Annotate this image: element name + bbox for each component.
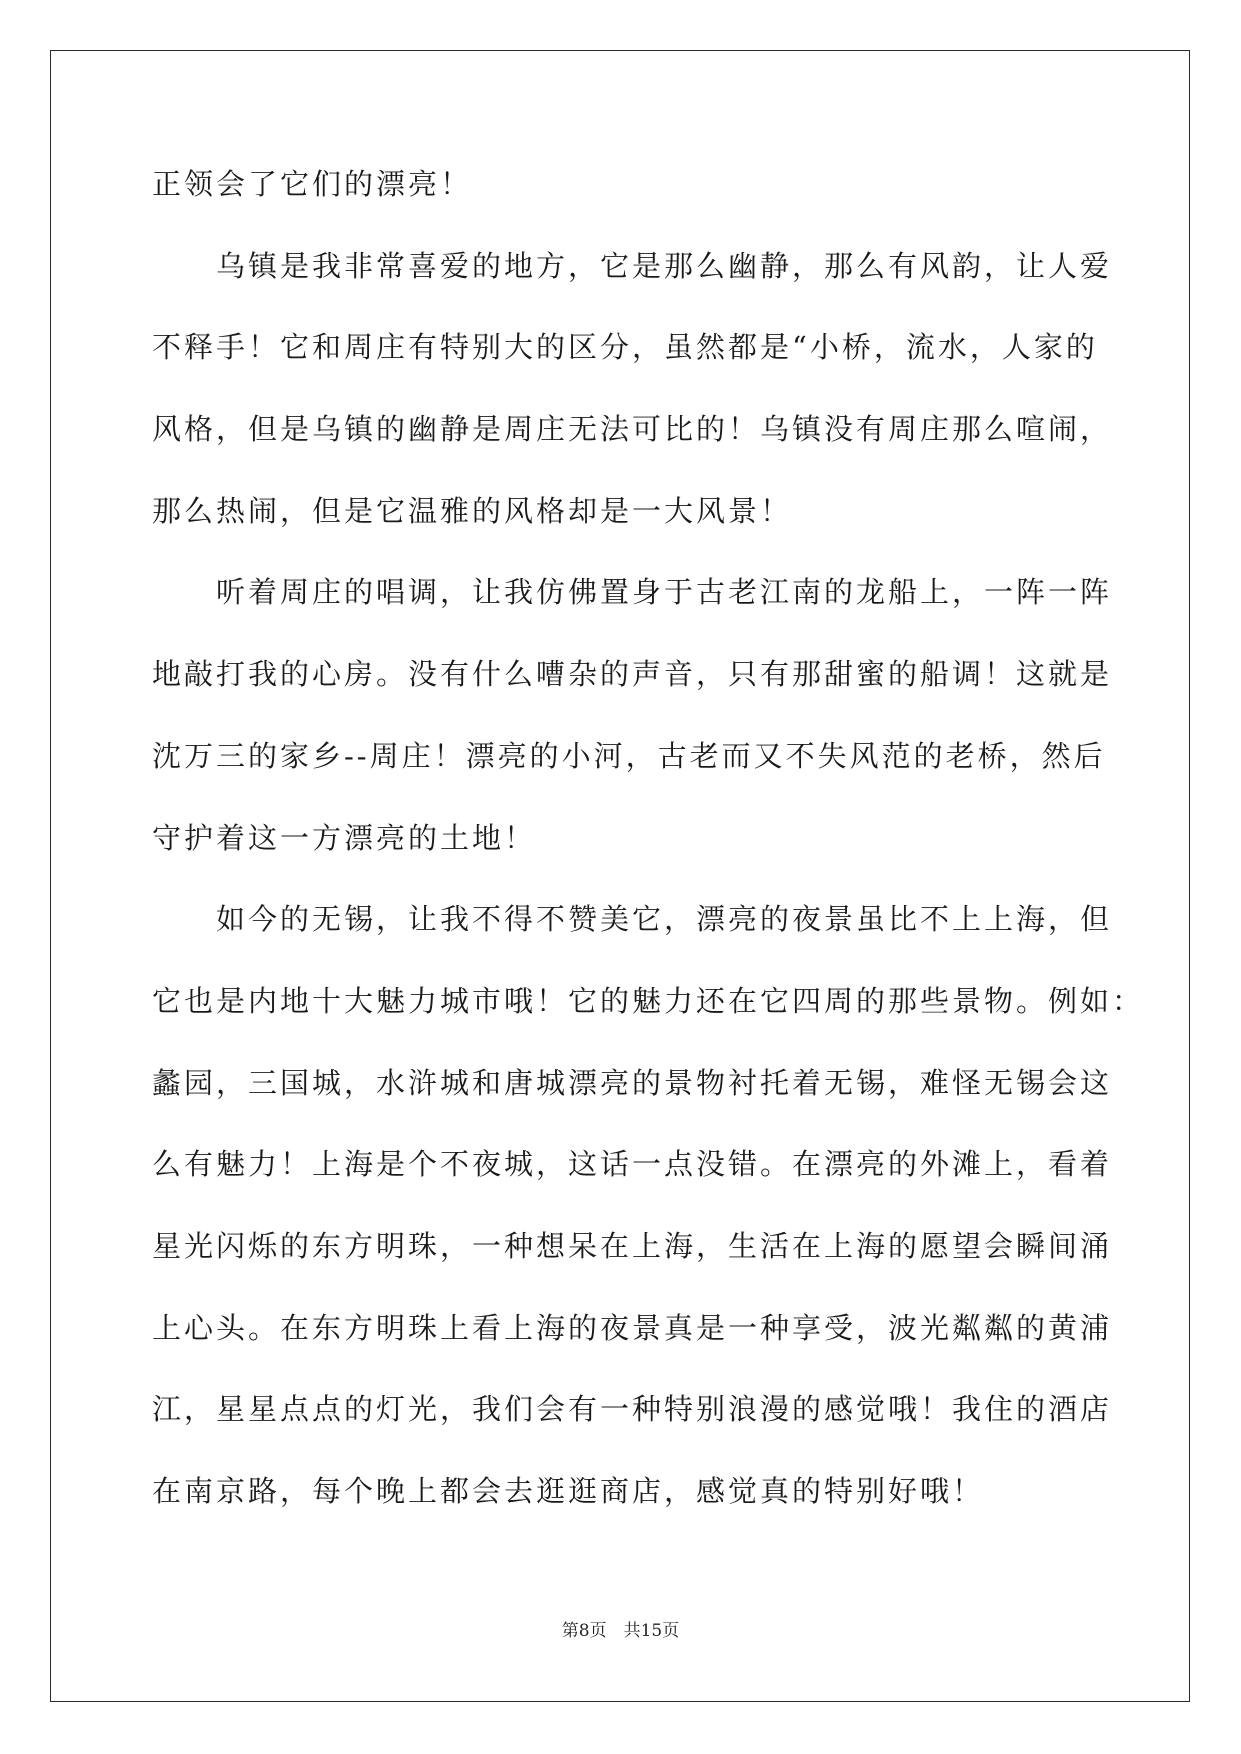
paragraph-start-line: 乌镇是我非常喜爱的地方，它是那么幽静，那么有风韵，让人爱 <box>216 248 1113 283</box>
text-line: 不释手！它和周庄有特别大的区分，虽然都是“小桥，流水，人家的 <box>152 330 1098 365</box>
text-line: 上心头。在东方明珠上看上海的夜景真是一种享受，波光粼粼的黄浦 <box>152 1310 1113 1345</box>
text-line: 星光闪烁的东方明珠，一种想呆在上海，生活在上海的愿望会瞬间涌 <box>152 1228 1113 1263</box>
text-line: 风格，但是乌镇的幽静是周庄无法可比的！乌镇没有周庄那么喧闹， <box>152 412 1113 447</box>
text-line: 那么热闹，但是它温雅的风格却是一大风景！ <box>152 493 793 528</box>
text-line: 正领会了它们的漂亮！ <box>152 167 473 201</box>
text-line: 沈万三的家乡--周庄！漂亮的小河，古老而又不失风范的老桥，然后 <box>152 738 1106 773</box>
text-line: 江，星星点点的灯光，我们会有一种特别浪漫的感觉哦！我住的酒店 <box>152 1392 1113 1427</box>
paragraph-start-line: 如今的无锡，让我不得不赞美它，漂亮的夜景虽比不上上海，但 <box>216 902 1113 937</box>
text-line: 守护着这一方漂亮的土地！ <box>152 820 537 855</box>
document-body <box>152 160 1145 1549</box>
text-line: 它也是内地十大魅力城市哦！它的魅力还在它四周的那些景物。例如： <box>152 983 1145 1018</box>
text-line: 蠡园，三国城，水浒城和唐城漂亮的景物衬托着无锡，难怪无锡会这 <box>152 1065 1113 1100</box>
paragraph-start-line: 听着周庄的唱调，让我仿佛置身于古老江南的龙船上，一阵一阵 <box>216 575 1113 610</box>
text-line: 地敲打我的心房。没有什么嘈杂的声音，只有那甜蜜的船调！这就是 <box>152 657 1113 692</box>
text-line: 么有魅力！上海是个不夜城，这话一点没错。在漂亮的外滩上，看着 <box>152 1147 1113 1182</box>
text-line: 在南京路，每个晚上都会去逛逛商店，感觉真的特别好哦！ <box>152 1474 985 1508</box>
page-number-footer: 第8页 共15页 <box>561 1621 680 1641</box>
